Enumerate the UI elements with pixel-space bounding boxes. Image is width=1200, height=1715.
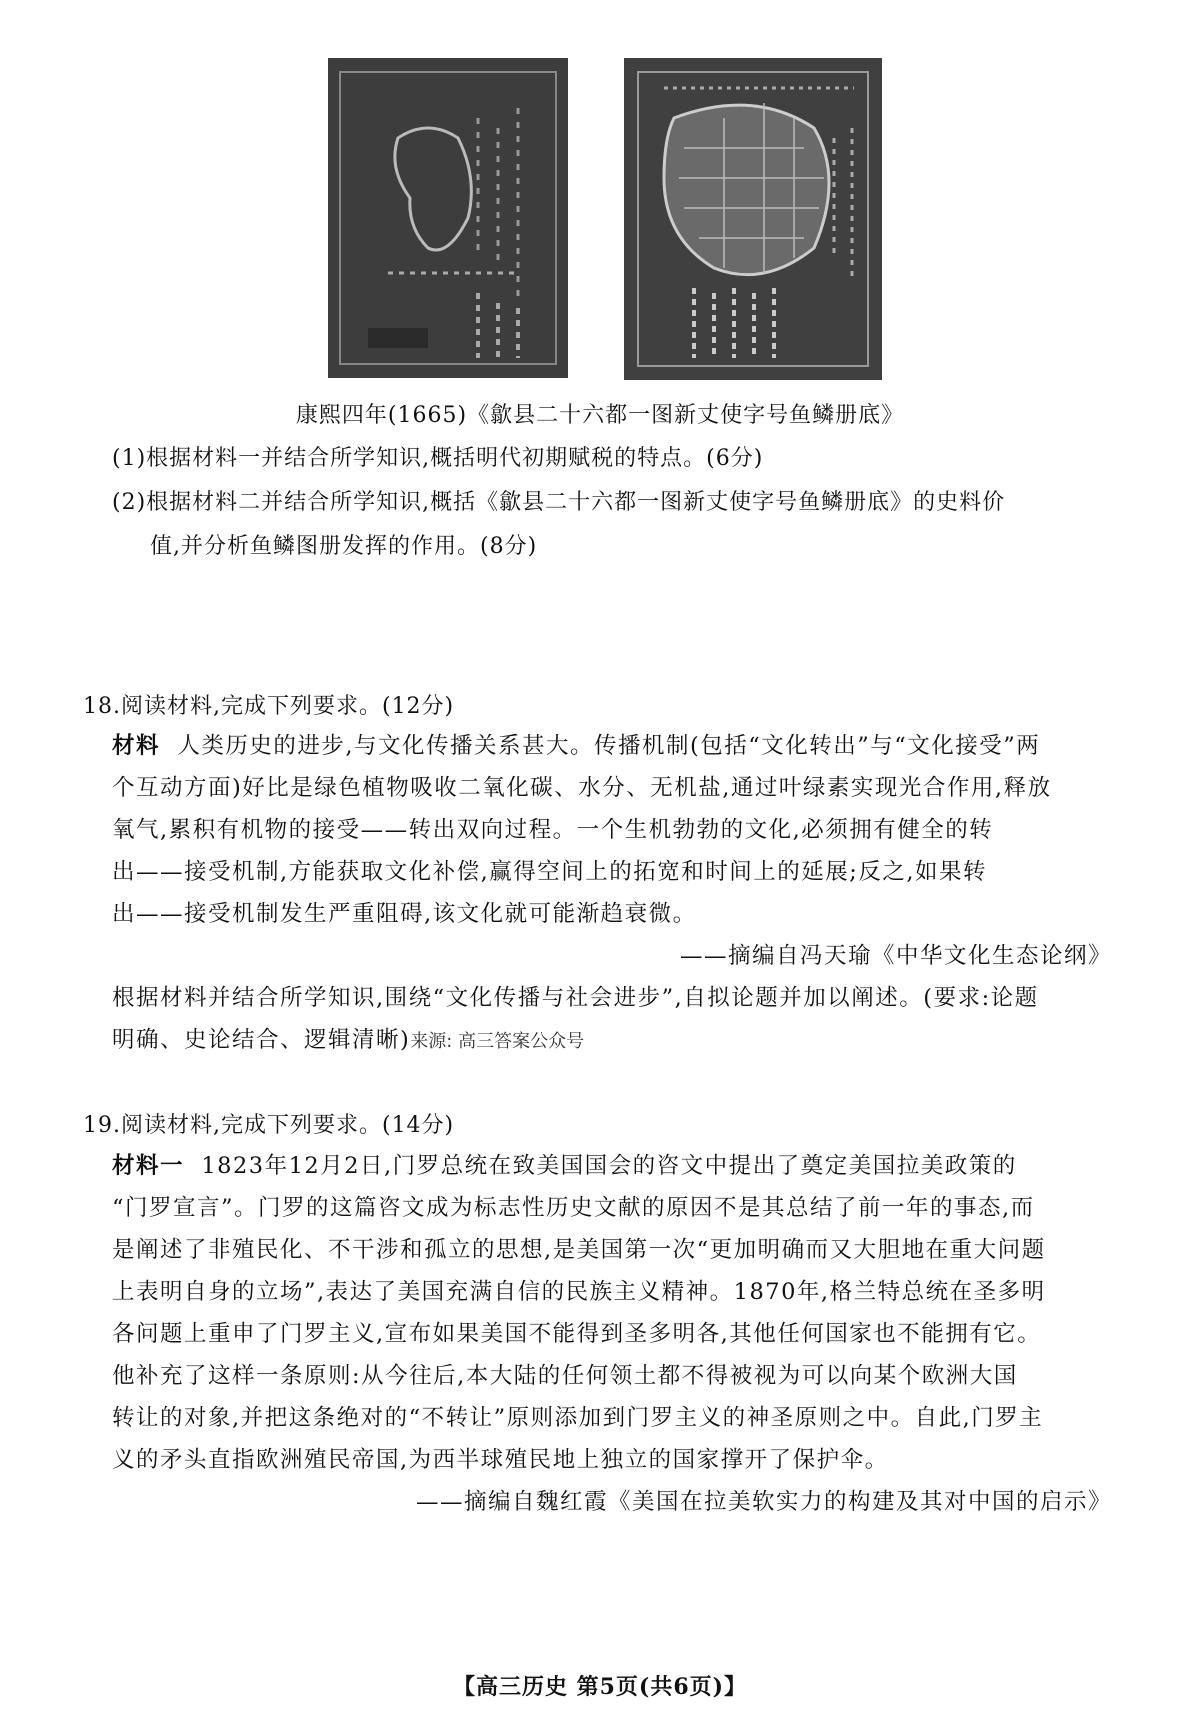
q18-material: [112, 725, 1112, 1063]
q18-source: ——摘编自冯天瑜《中华文化生态论纲》: [679, 943, 1112, 969]
register-image-left: [328, 58, 568, 378]
q18-task-line1: 根据材料并结合所学知识,围绕“文化传播与社会进步”,自拟论题并加以阐述。(要求:论题: [112, 985, 1039, 1011]
register-image-right: [624, 58, 882, 380]
q18-material-line-4: 出——接受机制,方能获取文化补偿,赢得空间上的拓宽和时间上的延展;反之,如果转: [112, 859, 988, 885]
q17-sub1: (1)根据材料一并结合所学知识,概括明代初期赋税的特点。(6分): [112, 446, 764, 471]
q19-material-label: 材料一: [112, 1153, 185, 1179]
q19-material-line-7: 转让的对象,并把这条绝对的“不转让”原则添加到门罗主义的神圣原则之中。自此,门罗主: [112, 1405, 1044, 1431]
q17-sub2-line2: 值,并分析鱼鳞图册发挥的作用。(8分): [150, 534, 538, 559]
q18-heading: 18.阅读材料,完成下列要求。(12分): [83, 694, 455, 719]
q19-material-line-6: 他补充了这样一条原则:从今往后,本大陆的任何领土都不得被视为可以向某个欧洲大国: [112, 1363, 1018, 1389]
q19-material-line-1: 1823年12月2日,门罗总统在致美国国会的咨文中提出了奠定美国拉美政策的: [201, 1153, 1017, 1179]
q19-material-line-4: 上表明自身的立场”,表达了美国充满自信的民族主义精神。1870年,格兰特总统在圣多明: [112, 1279, 1046, 1305]
source-note: 来源: 高三答案公众号: [410, 1031, 585, 1052]
q19-heading: 19.阅读材料,完成下列要求。(14分): [83, 1113, 455, 1138]
q19-source: ——摘编自魏红霞《美国在拉美软实力的构建及其对中国的启示》: [415, 1489, 1112, 1515]
q19-material: [112, 1145, 1112, 1523]
q19-material-line-2: “门罗宣言”。门罗的这篇咨文成为标志性历史文献的原因不是其总结了前一年的事态,而: [112, 1195, 1035, 1221]
q19-material-line-5: 各问题上重申了门罗主义,宣布如果美国不能得到圣多明各,其他任何国家也不能拥有它。: [112, 1321, 1042, 1347]
q18-material-line-5: 出——接受机制发生严重阻碍,该文化就可能渐趋衰微。: [112, 901, 697, 927]
q18-material-line-2: 个互动方面)好比是绿色植物吸收二氧化碳、水分、无机盐,通过叶绿素实现光合作用,释放: [112, 775, 1052, 801]
page-footer: 【高三历史 第5页(共6页)】: [452, 1674, 748, 1700]
figure-area: [0, 58, 1200, 388]
figure-caption: 康熙四年(1665)《歙县二十六都一图新丈使字号鱼鳞册底》: [295, 403, 905, 428]
q18-material-line-3: 氧气,累积有机物的接受——转出双向过程。一个生机勃勃的文化,必须拥有健全的转: [112, 817, 994, 843]
q17-sub2-line1: (2)根据材料二并结合所学知识,概括《歙县二十六都一图新丈使字号鱼鳞册底》的史料价: [112, 490, 1006, 515]
q19-material-line-3: 是阐述了非殖民化、不干涉和孤立的思想,是美国第一次“更加明确而又大胆地在重大问题: [112, 1237, 1046, 1263]
q18-task-line2: 明确、史论结合、逻辑清晰): [112, 1027, 411, 1053]
q18-material-line-1: 人类历史的进步,与文化传播关系甚大。传播机制(包括“文化转出”与“文化接受”两: [177, 733, 1041, 759]
q18-material-label: 材料: [112, 733, 161, 759]
q19-material-line-8: 义的矛头直指欧洲殖民帝国,为西半球殖民地上独立的国家撑开了保护伞。: [112, 1447, 889, 1473]
